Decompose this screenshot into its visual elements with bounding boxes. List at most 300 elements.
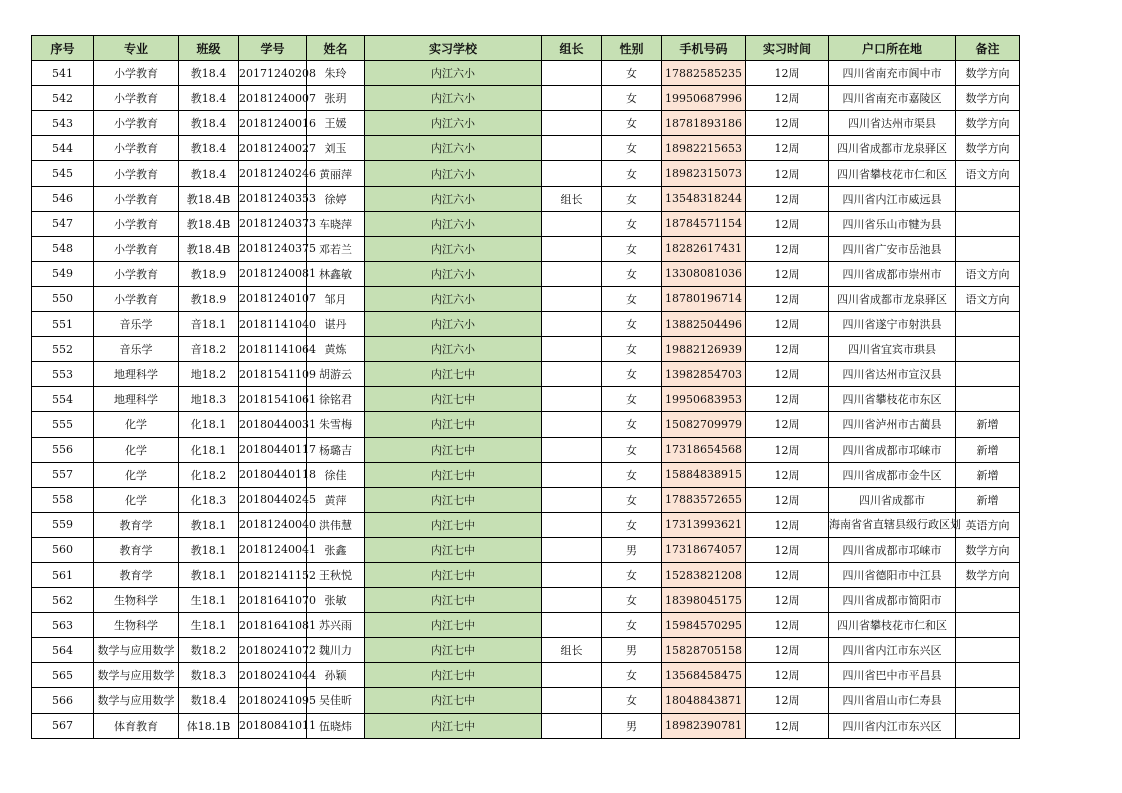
cell-class: 教18.4	[179, 136, 239, 161]
cell-duration: 12周	[746, 61, 829, 86]
cell-index: 548	[32, 236, 94, 261]
cell-name: 杨璐吉	[307, 437, 365, 462]
table-row	[32, 437, 1020, 462]
cell-leader	[542, 111, 602, 136]
cell-gender: 女	[602, 362, 662, 387]
cell-class: 生18.1	[179, 613, 239, 638]
cell-gender: 女	[602, 111, 662, 136]
cell-index: 562	[32, 588, 94, 613]
cell-class: 化18.3	[179, 487, 239, 512]
cell-school: 内江七中	[365, 537, 542, 562]
cell-leader	[542, 61, 602, 86]
cell-student-id: 20171240208	[239, 61, 307, 86]
cell-student-id: 20181240007	[239, 86, 307, 111]
table-row	[32, 86, 1020, 111]
cell-name: 邹月	[307, 286, 365, 311]
table-row	[32, 387, 1020, 412]
cell-gender: 女	[602, 161, 662, 186]
cell-leader: 组长	[542, 638, 602, 663]
cell-student-id: 20182141152	[239, 562, 307, 587]
cell-major: 教育学	[94, 512, 179, 537]
cell-student-id: 20181240107	[239, 286, 307, 311]
cell-major: 体育教育	[94, 713, 179, 738]
cell-phone: 13982854703	[662, 362, 746, 387]
cell-student-id: 20180241095	[239, 688, 307, 713]
cell-hometown: 四川省达州市渠县	[829, 111, 956, 136]
table-row	[32, 161, 1020, 186]
cell-phone: 17313993621	[662, 512, 746, 537]
cell-phone: 15884838915	[662, 462, 746, 487]
cell-note: 新增	[956, 412, 1020, 437]
cell-duration: 12周	[746, 136, 829, 161]
table-row	[32, 613, 1020, 638]
cell-index: 550	[32, 286, 94, 311]
cell-hometown: 四川省攀枝花市仁和区	[829, 613, 956, 638]
cell-duration: 12周	[746, 362, 829, 387]
cell-hometown: 四川省成都市崇州市	[829, 261, 956, 286]
table-row	[32, 688, 1020, 713]
cell-class: 数18.3	[179, 663, 239, 688]
cell-phone: 15082709979	[662, 412, 746, 437]
cell-student-id: 20181240373	[239, 211, 307, 236]
cell-student-id: 20180241044	[239, 663, 307, 688]
cell-name: 徐铭君	[307, 387, 365, 412]
cell-leader	[542, 136, 602, 161]
cell-index: 561	[32, 562, 94, 587]
cell-note	[956, 613, 1020, 638]
cell-index: 566	[32, 688, 94, 713]
cell-note: 数学方向	[956, 136, 1020, 161]
cell-school: 内江七中	[365, 613, 542, 638]
cell-class: 化18.2	[179, 462, 239, 487]
cell-gender: 女	[602, 236, 662, 261]
cell-class: 生18.1	[179, 588, 239, 613]
table-row	[32, 588, 1020, 613]
cell-hometown: 四川省攀枝花市东区	[829, 387, 956, 412]
cell-leader: 组长	[542, 186, 602, 211]
cell-major: 小学教育	[94, 261, 179, 286]
cell-duration: 12周	[746, 462, 829, 487]
cell-index: 541	[32, 61, 94, 86]
cell-student-id: 20181141040	[239, 312, 307, 337]
cell-phone: 13568458475	[662, 663, 746, 688]
cell-note: 新增	[956, 487, 1020, 512]
cell-leader	[542, 512, 602, 537]
cell-leader	[542, 613, 602, 638]
cell-major: 音乐学	[94, 312, 179, 337]
cell-duration: 12周	[746, 312, 829, 337]
cell-gender: 女	[602, 412, 662, 437]
cell-note	[956, 713, 1020, 738]
cell-major: 教育学	[94, 562, 179, 587]
cell-name: 孙颖	[307, 663, 365, 688]
cell-note	[956, 663, 1020, 688]
cell-leader	[542, 387, 602, 412]
cell-gender: 女	[602, 186, 662, 211]
cell-phone: 18982390781	[662, 713, 746, 738]
header-student-id: 学号	[239, 36, 307, 61]
cell-major: 小学教育	[94, 286, 179, 311]
cell-major: 数学与应用数学	[94, 663, 179, 688]
cell-class: 地18.3	[179, 387, 239, 412]
cell-major: 小学教育	[94, 236, 179, 261]
cell-school: 内江六小	[365, 111, 542, 136]
cell-gender: 女	[602, 663, 662, 688]
table-row	[32, 512, 1020, 537]
cell-hometown: 四川省南充市嘉陵区	[829, 86, 956, 111]
cell-gender: 女	[602, 562, 662, 587]
cell-hometown: 四川省内江市威远县	[829, 186, 956, 211]
cell-hometown: 四川省成都市龙泉驿区	[829, 286, 956, 311]
cell-hometown: 四川省成都市简阳市	[829, 588, 956, 613]
cell-phone: 19950683953	[662, 387, 746, 412]
cell-note: 语文方向	[956, 286, 1020, 311]
cell-note: 数学方向	[956, 86, 1020, 111]
cell-class: 教18.1	[179, 537, 239, 562]
cell-phone: 15828705158	[662, 638, 746, 663]
cell-duration: 12周	[746, 713, 829, 738]
cell-phone: 18982315073	[662, 161, 746, 186]
header-duration: 实习时间	[746, 36, 829, 61]
cell-gender: 女	[602, 61, 662, 86]
cell-school: 内江六小	[365, 86, 542, 111]
cell-major: 小学教育	[94, 136, 179, 161]
cell-leader	[542, 713, 602, 738]
cell-duration: 12周	[746, 512, 829, 537]
cell-school: 内江六小	[365, 186, 542, 211]
cell-hometown: 四川省达州市宣汉县	[829, 362, 956, 387]
cell-duration: 12周	[746, 261, 829, 286]
table-row	[32, 236, 1020, 261]
cell-major: 小学教育	[94, 61, 179, 86]
cell-class: 数18.4	[179, 688, 239, 713]
cell-duration: 12周	[746, 236, 829, 261]
cell-index: 552	[32, 337, 94, 362]
cell-duration: 12周	[746, 613, 829, 638]
cell-school: 内江七中	[365, 412, 542, 437]
cell-student-id: 20181240040	[239, 512, 307, 537]
cell-name: 王秋悦	[307, 562, 365, 587]
cell-class: 音18.1	[179, 312, 239, 337]
cell-leader	[542, 286, 602, 311]
cell-major: 教育学	[94, 537, 179, 562]
cell-index: 557	[32, 462, 94, 487]
cell-school: 内江六小	[365, 236, 542, 261]
cell-note	[956, 688, 1020, 713]
cell-leader	[542, 211, 602, 236]
cell-duration: 12周	[746, 161, 829, 186]
cell-student-id: 20181240016	[239, 111, 307, 136]
cell-gender: 女	[602, 286, 662, 311]
cell-duration: 12周	[746, 562, 829, 587]
table-row	[32, 61, 1020, 86]
cell-name: 苏兴雨	[307, 613, 365, 638]
cell-name: 张玥	[307, 86, 365, 111]
cell-leader	[542, 562, 602, 587]
cell-gender: 女	[602, 312, 662, 337]
cell-gender: 女	[602, 487, 662, 512]
cell-school: 内江六小	[365, 136, 542, 161]
cell-index: 553	[32, 362, 94, 387]
cell-note: 数学方向	[956, 111, 1020, 136]
table-row	[32, 261, 1020, 286]
table-row	[32, 713, 1020, 738]
cell-phone: 15984570295	[662, 613, 746, 638]
cell-leader	[542, 537, 602, 562]
cell-school: 内江七中	[365, 713, 542, 738]
cell-school: 内江七中	[365, 663, 542, 688]
cell-student-id: 20181240353	[239, 186, 307, 211]
cell-leader	[542, 362, 602, 387]
cell-duration: 12周	[746, 437, 829, 462]
cell-index: 551	[32, 312, 94, 337]
cell-student-id: 20181240041	[239, 537, 307, 562]
cell-major: 地理科学	[94, 362, 179, 387]
cell-name: 张敏	[307, 588, 365, 613]
cell-duration: 12周	[746, 286, 829, 311]
cell-note	[956, 186, 1020, 211]
header-note: 备注	[956, 36, 1020, 61]
cell-note: 语文方向	[956, 161, 1020, 186]
cell-hometown: 四川省泸州市古蔺县	[829, 412, 956, 437]
cell-student-id: 20181641070	[239, 588, 307, 613]
cell-gender: 女	[602, 613, 662, 638]
cell-hometown: 四川省攀枝花市仁和区	[829, 161, 956, 186]
cell-gender: 女	[602, 462, 662, 487]
cell-leader	[542, 412, 602, 437]
cell-major: 数学与应用数学	[94, 688, 179, 713]
cell-duration: 12周	[746, 487, 829, 512]
cell-phone: 13548318244	[662, 186, 746, 211]
cell-class: 音18.2	[179, 337, 239, 362]
cell-leader	[542, 337, 602, 362]
cell-name: 朱玲	[307, 61, 365, 86]
cell-class: 教18.4B	[179, 211, 239, 236]
cell-class: 教18.4	[179, 86, 239, 111]
cell-index: 560	[32, 537, 94, 562]
cell-index: 554	[32, 387, 94, 412]
cell-duration: 12周	[746, 412, 829, 437]
cell-leader	[542, 161, 602, 186]
cell-class: 地18.2	[179, 362, 239, 387]
cell-phone: 18780196714	[662, 286, 746, 311]
cell-gender: 女	[602, 688, 662, 713]
cell-phone: 13308081036	[662, 261, 746, 286]
cell-phone: 18784571154	[662, 211, 746, 236]
cell-duration: 12周	[746, 86, 829, 111]
cell-school: 内江七中	[365, 688, 542, 713]
cell-major: 化学	[94, 412, 179, 437]
cell-leader	[542, 487, 602, 512]
cell-hometown: 四川省成都市邛崃市	[829, 437, 956, 462]
cell-student-id: 20181240375	[239, 236, 307, 261]
cell-phone: 18781893186	[662, 111, 746, 136]
table-body	[32, 61, 1020, 739]
cell-phone: 17318674057	[662, 537, 746, 562]
cell-leader	[542, 437, 602, 462]
cell-hometown: 四川省乐山市犍为县	[829, 211, 956, 236]
cell-gender: 女	[602, 512, 662, 537]
cell-student-id: 20180440031	[239, 412, 307, 437]
header-phone: 手机号码	[662, 36, 746, 61]
cell-school: 内江六小	[365, 61, 542, 86]
cell-hometown: 四川省内江市东兴区	[829, 713, 956, 738]
cell-note: 英语方向	[956, 512, 1020, 537]
cell-name: 朱雪梅	[307, 412, 365, 437]
cell-major: 数学与应用数学	[94, 638, 179, 663]
cell-gender: 男	[602, 638, 662, 663]
cell-phone: 18982215653	[662, 136, 746, 161]
cell-hometown: 四川省成都市龙泉驿区	[829, 136, 956, 161]
cell-hometown: 四川省成都市	[829, 487, 956, 512]
cell-index: 546	[32, 186, 94, 211]
table-row	[32, 462, 1020, 487]
cell-index: 558	[32, 487, 94, 512]
table-row	[32, 562, 1020, 587]
cell-major: 小学教育	[94, 86, 179, 111]
cell-school: 内江七中	[365, 387, 542, 412]
table-row	[32, 111, 1020, 136]
cell-note: 数学方向	[956, 537, 1020, 562]
cell-note: 语文方向	[956, 261, 1020, 286]
cell-note	[956, 387, 1020, 412]
cell-duration: 12周	[746, 688, 829, 713]
header-gender: 性别	[602, 36, 662, 61]
cell-duration: 12周	[746, 111, 829, 136]
cell-major: 化学	[94, 462, 179, 487]
cell-hometown: 四川省遂宁市射洪县	[829, 312, 956, 337]
cell-duration: 12周	[746, 186, 829, 211]
table-row	[32, 412, 1020, 437]
cell-name: 林鑫敏	[307, 261, 365, 286]
cell-name: 张鑫	[307, 537, 365, 562]
header-index: 序号	[32, 36, 94, 61]
header-major: 专业	[94, 36, 179, 61]
cell-index: 549	[32, 261, 94, 286]
cell-index: 567	[32, 713, 94, 738]
header-school: 实习学校	[365, 36, 542, 61]
cell-note	[956, 638, 1020, 663]
cell-hometown: 四川省广安市岳池县	[829, 236, 956, 261]
cell-major: 小学教育	[94, 211, 179, 236]
cell-leader	[542, 588, 602, 613]
cell-class: 体18.1B	[179, 713, 239, 738]
cell-duration: 12周	[746, 337, 829, 362]
cell-name: 黄炼	[307, 337, 365, 362]
cell-school: 内江六小	[365, 286, 542, 311]
table-row	[32, 286, 1020, 311]
cell-school: 内江七中	[365, 462, 542, 487]
cell-phone: 17883572655	[662, 487, 746, 512]
cell-index: 565	[32, 663, 94, 688]
cell-leader	[542, 688, 602, 713]
cell-name: 魏川力	[307, 638, 365, 663]
table-row	[32, 362, 1020, 387]
cell-duration: 12周	[746, 387, 829, 412]
cell-major: 小学教育	[94, 111, 179, 136]
cell-phone: 17318654568	[662, 437, 746, 462]
cell-note	[956, 362, 1020, 387]
cell-school: 内江六小	[365, 211, 542, 236]
cell-class: 教18.4	[179, 161, 239, 186]
cell-class: 化18.1	[179, 412, 239, 437]
cell-gender: 女	[602, 86, 662, 111]
cell-note	[956, 588, 1020, 613]
cell-name: 洪伟慧	[307, 512, 365, 537]
cell-class: 化18.1	[179, 437, 239, 462]
cell-name: 胡游云	[307, 362, 365, 387]
cell-note	[956, 236, 1020, 261]
cell-major: 地理科学	[94, 387, 179, 412]
cell-note	[956, 337, 1020, 362]
cell-leader	[542, 312, 602, 337]
cell-index: 545	[32, 161, 94, 186]
cell-note: 数学方向	[956, 562, 1020, 587]
cell-student-id: 20181541109	[239, 362, 307, 387]
cell-duration: 12周	[746, 588, 829, 613]
cell-phone: 18282617431	[662, 236, 746, 261]
table-row	[32, 638, 1020, 663]
cell-phone: 18048843871	[662, 688, 746, 713]
cell-class: 教18.4B	[179, 236, 239, 261]
cell-class: 教18.1	[179, 512, 239, 537]
cell-student-id: 20181240081	[239, 261, 307, 286]
cell-gender: 男	[602, 713, 662, 738]
cell-phone: 19882126939	[662, 337, 746, 362]
cell-phone: 19950687996	[662, 86, 746, 111]
header-hometown: 户口所在地	[829, 36, 956, 61]
cell-student-id: 20180841011	[239, 713, 307, 738]
cell-major: 音乐学	[94, 337, 179, 362]
header-class: 班级	[179, 36, 239, 61]
cell-school: 内江六小	[365, 161, 542, 186]
cell-name: 黄萍	[307, 487, 365, 512]
cell-duration: 12周	[746, 638, 829, 663]
cell-school: 内江六小	[365, 337, 542, 362]
cell-name: 谌丹	[307, 312, 365, 337]
cell-school: 内江七中	[365, 562, 542, 587]
cell-student-id: 20180440118	[239, 462, 307, 487]
cell-note	[956, 211, 1020, 236]
cell-school: 内江七中	[365, 437, 542, 462]
header-leader: 组长	[542, 36, 602, 61]
cell-class: 教18.9	[179, 286, 239, 311]
cell-school: 内江七中	[365, 512, 542, 537]
cell-name: 吴佳昕	[307, 688, 365, 713]
cell-name: 黄丽萍	[307, 161, 365, 186]
cell-index: 542	[32, 86, 94, 111]
cell-student-id: 20181240246	[239, 161, 307, 186]
cell-student-id: 20180440117	[239, 437, 307, 462]
table-row	[32, 337, 1020, 362]
cell-student-id: 20180440245	[239, 487, 307, 512]
cell-phone: 13882504496	[662, 312, 746, 337]
cell-hometown: 海南省省直辖县级行政区划	[829, 512, 956, 537]
cell-school: 内江六小	[365, 261, 542, 286]
cell-note	[956, 312, 1020, 337]
cell-index: 544	[32, 136, 94, 161]
cell-gender: 男	[602, 537, 662, 562]
cell-phone: 15283821208	[662, 562, 746, 587]
cell-leader	[542, 663, 602, 688]
cell-major: 小学教育	[94, 161, 179, 186]
cell-student-id: 20180241072	[239, 638, 307, 663]
cell-index: 563	[32, 613, 94, 638]
cell-student-id: 20181240027	[239, 136, 307, 161]
cell-school: 内江七中	[365, 638, 542, 663]
cell-leader	[542, 86, 602, 111]
cell-class: 教18.4	[179, 61, 239, 86]
